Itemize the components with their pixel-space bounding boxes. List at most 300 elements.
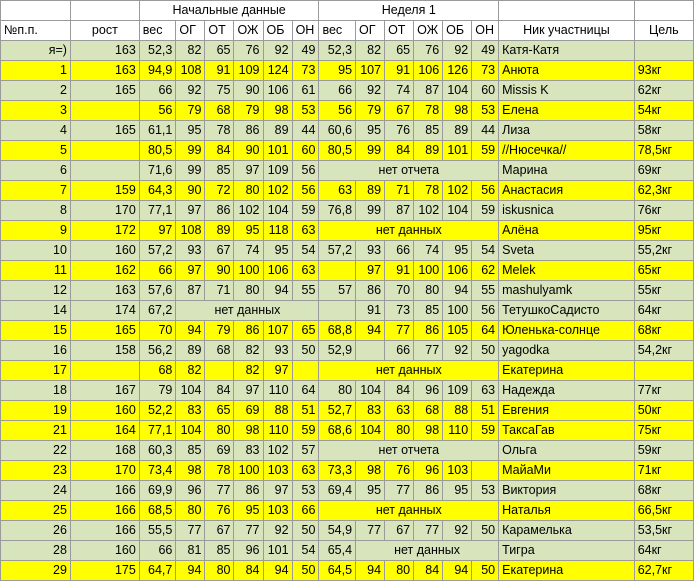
row-number: я=): [1, 41, 71, 61]
row-goal: 62,7кг: [634, 561, 693, 581]
row-nick: Елена: [499, 101, 635, 121]
row-height: 167: [70, 381, 139, 401]
init-ot: 65: [205, 401, 234, 421]
week-ozh: 78: [414, 101, 443, 121]
header-blank: [1, 1, 71, 21]
week-ot: 65: [385, 41, 414, 61]
week-ot: 91: [385, 61, 414, 81]
week-ob: 88: [443, 401, 472, 421]
week-og: 93: [356, 241, 385, 261]
week-ob: 94: [443, 561, 472, 581]
init-on: 63: [292, 261, 319, 281]
row-nick: Екатерина: [499, 561, 635, 581]
header-week-weight: вес: [319, 21, 356, 41]
week-weight: 57,2: [319, 241, 356, 261]
init-ob: 109: [263, 161, 292, 181]
week-ozh: 78: [414, 181, 443, 201]
init-weight: 70: [139, 321, 176, 341]
row-nick: МайаМи: [499, 461, 635, 481]
week-ot: 84: [385, 381, 414, 401]
row-goal: 54кг: [634, 101, 693, 121]
row-nick: Надежда: [499, 381, 635, 401]
row-nick: ТетушкоСадисто: [499, 301, 635, 321]
init-ozh: 84: [234, 561, 263, 581]
week-note: нет данных: [319, 221, 499, 241]
week-ozh: 85: [414, 121, 443, 141]
init-ob: 102: [263, 441, 292, 461]
init-og: 94: [176, 561, 205, 581]
week-weight: 68,6: [319, 421, 356, 441]
init-weight: 52,3: [139, 41, 176, 61]
week-on: 59: [472, 421, 499, 441]
row-number: 8: [1, 201, 71, 221]
row-nick: Missis K: [499, 81, 635, 101]
week-ot: 84: [385, 141, 414, 161]
init-ozh: 83: [234, 441, 263, 461]
init-ob: 98: [263, 101, 292, 121]
row-height: 166: [70, 521, 139, 541]
row-nick: Анюта: [499, 61, 635, 81]
init-on: 55: [292, 281, 319, 301]
init-ozh: 80: [234, 181, 263, 201]
init-og: 80: [176, 501, 205, 521]
row-goal: 77кг: [634, 381, 693, 401]
init-og: 108: [176, 61, 205, 81]
row-height: 160: [70, 401, 139, 421]
table-row: [1, 441, 694, 461]
week-ozh: 98: [414, 421, 443, 441]
init-ozh: 86: [234, 121, 263, 141]
week-ot: 71: [385, 181, 414, 201]
table-row: [1, 381, 694, 401]
init-ozh: 95: [234, 501, 263, 521]
week-ob: 105: [443, 321, 472, 341]
init-og: 79: [176, 101, 205, 121]
week-ot: 76: [385, 121, 414, 141]
init-ot: 68: [205, 101, 234, 121]
row-goal: 78,5кг: [634, 141, 693, 161]
week-og: 104: [356, 381, 385, 401]
week-on: 49: [472, 41, 499, 61]
init-ob: 103: [263, 501, 292, 521]
init-og: 92: [176, 81, 205, 101]
init-on: 50: [292, 521, 319, 541]
header-blank: [70, 1, 139, 21]
week-ozh: 86: [414, 321, 443, 341]
week-on: 59: [472, 141, 499, 161]
week-ob: 92: [443, 521, 472, 541]
init-ob: 110: [263, 381, 292, 401]
row-height: 162: [70, 261, 139, 281]
init-ot: 76: [205, 501, 234, 521]
week-weight: 56: [319, 101, 356, 121]
table-row: [1, 461, 694, 481]
header-init-ob: ОБ: [263, 21, 292, 41]
init-on: 50: [292, 561, 319, 581]
row-goal: 62кг: [634, 81, 693, 101]
row-nick: Наталья: [499, 501, 635, 521]
week-on: 63: [472, 381, 499, 401]
row-height: 160: [70, 241, 139, 261]
week-on: 53: [472, 481, 499, 501]
init-ozh: 69: [234, 401, 263, 421]
week-on: 73: [472, 61, 499, 81]
week-og: 89: [356, 181, 385, 201]
row-nick: mashulyamk: [499, 281, 635, 301]
row-goal: 50кг: [634, 401, 693, 421]
init-on: [292, 361, 319, 381]
init-ot: 80: [205, 561, 234, 581]
week-ob: 92: [443, 341, 472, 361]
header-initial-data: Начальные данные: [139, 1, 319, 21]
init-ob: 107: [263, 321, 292, 341]
init-ob: 92: [263, 41, 292, 61]
week-ozh: 87: [414, 81, 443, 101]
header-week-ot: ОТ: [385, 21, 414, 41]
row-height: 170: [70, 201, 139, 221]
header-blank: [499, 1, 635, 21]
header-init-on: ОН: [292, 21, 319, 41]
init-weight: 64,3: [139, 181, 176, 201]
init-ozh: 74: [234, 241, 263, 261]
header-week-og: ОГ: [356, 21, 385, 41]
week-note: нет данных: [319, 361, 499, 381]
week-weight: 80,5: [319, 141, 356, 161]
row-goal: 55,2кг: [634, 241, 693, 261]
week-ob: 126: [443, 61, 472, 81]
week-ozh: 89: [414, 141, 443, 161]
row-nick: Melek: [499, 261, 635, 281]
week-weight: 65,4: [319, 541, 356, 561]
week-ob: 100: [443, 301, 472, 321]
row-nick: ТаксаГав: [499, 421, 635, 441]
week-og: 98: [356, 461, 385, 481]
row-number: 3: [1, 101, 71, 121]
week-note: нет отчета: [319, 161, 499, 181]
row-goal: 68кг: [634, 321, 693, 341]
row-nick: yagodka: [499, 341, 635, 361]
row-number: 22: [1, 441, 71, 461]
week-on: 54: [472, 241, 499, 261]
header-row-groups: [1, 1, 694, 21]
row-number: 16: [1, 341, 71, 361]
header-week-ozh: ОЖ: [414, 21, 443, 41]
init-ob: 94: [263, 281, 292, 301]
week-og: 104: [356, 421, 385, 441]
week-on: [472, 461, 499, 481]
init-on: 73: [292, 61, 319, 81]
init-ot: [205, 361, 234, 381]
week-weight: 69,4: [319, 481, 356, 501]
week-weight: 63: [319, 181, 356, 201]
row-number: 14: [1, 301, 71, 321]
week-weight: [319, 261, 356, 281]
row-height: [70, 141, 139, 161]
row-goal: 66,5кг: [634, 501, 693, 521]
header-height: рост: [70, 21, 139, 41]
row-number: 17: [1, 361, 71, 381]
init-og: 94: [176, 321, 205, 341]
header-row-columns: [1, 21, 694, 41]
init-on: 54: [292, 541, 319, 561]
week-ob: 92: [443, 41, 472, 61]
init-ob: 92: [263, 521, 292, 541]
week-note: нет данных: [356, 541, 499, 561]
row-number: 26: [1, 521, 71, 541]
table-row: [1, 561, 694, 581]
header-week-ob: ОБ: [443, 21, 472, 41]
init-ozh: 109: [234, 61, 263, 81]
row-height: 165: [70, 121, 139, 141]
table-row: [1, 341, 694, 361]
init-ozh: 86: [234, 481, 263, 501]
init-weight: 61,1: [139, 121, 176, 141]
init-og: 89: [176, 341, 205, 361]
row-height: 172: [70, 221, 139, 241]
init-ob: 102: [263, 181, 292, 201]
row-number: 29: [1, 561, 71, 581]
init-weight: 66: [139, 261, 176, 281]
week-ot: 67: [385, 521, 414, 541]
init-ob: 89: [263, 121, 292, 141]
week-ob: 98: [443, 101, 472, 121]
week-og: 99: [356, 141, 385, 161]
init-weight: 57,2: [139, 241, 176, 261]
init-ot: 71: [205, 281, 234, 301]
row-number: 19: [1, 401, 71, 421]
week-weight: [319, 301, 356, 321]
week-og: 99: [356, 201, 385, 221]
row-nick: Юленька-солнце: [499, 321, 635, 341]
row-number: 23: [1, 461, 71, 481]
row-nick: Sveta: [499, 241, 635, 261]
week-weight: 76,8: [319, 201, 356, 221]
week-on: 44: [472, 121, 499, 141]
row-number: 6: [1, 161, 71, 181]
init-og: 85: [176, 441, 205, 461]
init-on: 56: [292, 181, 319, 201]
week-ozh: 84: [414, 561, 443, 581]
init-ot: 79: [205, 321, 234, 341]
init-ot: 86: [205, 201, 234, 221]
table-row: [1, 181, 694, 201]
row-nick: Евгения: [499, 401, 635, 421]
row-height: 158: [70, 341, 139, 361]
row-nick: Катя-Катя: [499, 41, 635, 61]
week-on: 51: [472, 401, 499, 421]
week-og: 95: [356, 481, 385, 501]
row-height: [70, 161, 139, 181]
init-ozh: 90: [234, 81, 263, 101]
row-goal: 62,3кг: [634, 181, 693, 201]
table-row: [1, 201, 694, 221]
week-on: 59: [472, 201, 499, 221]
row-number: 12: [1, 281, 71, 301]
init-ozh: 82: [234, 341, 263, 361]
week-ob: 101: [443, 141, 472, 161]
init-ozh: 79: [234, 101, 263, 121]
init-on: 60: [292, 141, 319, 161]
init-ozh: 96: [234, 541, 263, 561]
init-weight: 66: [139, 81, 176, 101]
init-ozh: 77: [234, 521, 263, 541]
init-weight: 94,9: [139, 61, 176, 81]
init-weight: 56,2: [139, 341, 176, 361]
week-weight: 52,7: [319, 401, 356, 421]
init-ozh: 102: [234, 201, 263, 221]
init-on: 65: [292, 321, 319, 341]
init-ob: 124: [263, 61, 292, 81]
header-init-ozh: ОЖ: [234, 21, 263, 41]
init-og: 93: [176, 241, 205, 261]
init-og: 83: [176, 401, 205, 421]
row-nick: //Нюсечка//: [499, 141, 635, 161]
row-nick: Виктория: [499, 481, 635, 501]
row-number: 7: [1, 181, 71, 201]
init-weight: 68,5: [139, 501, 176, 521]
row-height: 166: [70, 481, 139, 501]
week-ozh: 102: [414, 201, 443, 221]
row-goal: 95кг: [634, 221, 693, 241]
row-goal: 65кг: [634, 261, 693, 281]
row-height: 163: [70, 61, 139, 81]
week-ozh: 100: [414, 261, 443, 281]
week-ot: 80: [385, 421, 414, 441]
week-ot: 77: [385, 481, 414, 501]
init-note: нет данных: [176, 301, 319, 321]
row-number: 24: [1, 481, 71, 501]
week-on: 53: [472, 101, 499, 121]
init-ot: 67: [205, 521, 234, 541]
row-goal: 59кг: [634, 441, 693, 461]
row-number: 25: [1, 501, 71, 521]
week-og: 91: [356, 301, 385, 321]
week-ozh: 74: [414, 241, 443, 261]
init-weight: 57,6: [139, 281, 176, 301]
table-row: [1, 521, 694, 541]
row-number: 4: [1, 121, 71, 141]
init-og: 104: [176, 381, 205, 401]
row-height: 166: [70, 501, 139, 521]
week-ozh: 96: [414, 381, 443, 401]
init-ot: 69: [205, 441, 234, 461]
init-og: 97: [176, 261, 205, 281]
init-on: 44: [292, 121, 319, 141]
init-weight: 52,2: [139, 401, 176, 421]
week-ot: 76: [385, 461, 414, 481]
table-row: [1, 501, 694, 521]
header-week1: Неделя 1: [319, 1, 499, 21]
row-number: 10: [1, 241, 71, 261]
init-ot: 68: [205, 341, 234, 361]
row-height: 160: [70, 541, 139, 561]
week-on: 55: [472, 281, 499, 301]
row-number: 11: [1, 261, 71, 281]
init-og: 87: [176, 281, 205, 301]
init-on: 64: [292, 381, 319, 401]
row-number: 21: [1, 421, 71, 441]
row-height: 165: [70, 321, 139, 341]
week-ot: 80: [385, 561, 414, 581]
init-weight: 71,6: [139, 161, 176, 181]
table-row: [1, 261, 694, 281]
init-on: 49: [292, 41, 319, 61]
init-ot: 84: [205, 141, 234, 161]
init-ozh: 97: [234, 381, 263, 401]
week-og: 86: [356, 281, 385, 301]
init-on: 51: [292, 401, 319, 421]
week-ob: 110: [443, 421, 472, 441]
week-og: [356, 341, 385, 361]
init-on: 53: [292, 101, 319, 121]
week-weight: 52,3: [319, 41, 356, 61]
week-og: 94: [356, 321, 385, 341]
init-on: 50: [292, 341, 319, 361]
week-note: нет данных: [319, 501, 499, 521]
init-ob: 88: [263, 401, 292, 421]
init-weight: 55,5: [139, 521, 176, 541]
row-number: 15: [1, 321, 71, 341]
init-ot: 85: [205, 161, 234, 181]
week-weight: 73,3: [319, 461, 356, 481]
week-note: нет отчета: [319, 441, 499, 461]
header-week-on: ОН: [472, 21, 499, 41]
table-row: [1, 101, 694, 121]
row-goal: 71кг: [634, 461, 693, 481]
init-ob: 118: [263, 221, 292, 241]
init-ob: 97: [263, 481, 292, 501]
init-ot: 78: [205, 121, 234, 141]
init-ob: 93: [263, 341, 292, 361]
week-ot: 74: [385, 81, 414, 101]
init-og: 90: [176, 181, 205, 201]
init-weight: 77,1: [139, 201, 176, 221]
row-nick: Ольга: [499, 441, 635, 461]
row-goal: 68кг: [634, 481, 693, 501]
row-goal: 69кг: [634, 161, 693, 181]
init-ot: 90: [205, 261, 234, 281]
week-ozh: 76: [414, 41, 443, 61]
week-og: 77: [356, 521, 385, 541]
week-ot: 66: [385, 241, 414, 261]
week-ot: 91: [385, 261, 414, 281]
init-weight: 79: [139, 381, 176, 401]
week-ozh: 80: [414, 281, 443, 301]
init-og: 82: [176, 41, 205, 61]
init-ozh: 90: [234, 141, 263, 161]
week-ozh: 68: [414, 401, 443, 421]
row-nick: Алёна: [499, 221, 635, 241]
table-row: [1, 541, 694, 561]
init-ot: 84: [205, 381, 234, 401]
init-on: 53: [292, 481, 319, 501]
week-weight: 68,8: [319, 321, 356, 341]
week-og: 82: [356, 41, 385, 61]
init-ob: 106: [263, 261, 292, 281]
init-ozh: 86: [234, 321, 263, 341]
week-weight: 57: [319, 281, 356, 301]
init-weight: 66: [139, 541, 176, 561]
row-goal: 58кг: [634, 121, 693, 141]
init-ot: 77: [205, 481, 234, 501]
week-on: 50: [472, 341, 499, 361]
table-row: [1, 161, 694, 181]
table-row: [1, 41, 694, 61]
init-weight: 97: [139, 221, 176, 241]
header-init-og: ОГ: [176, 21, 205, 41]
row-height: 163: [70, 281, 139, 301]
init-on: 63: [292, 461, 319, 481]
